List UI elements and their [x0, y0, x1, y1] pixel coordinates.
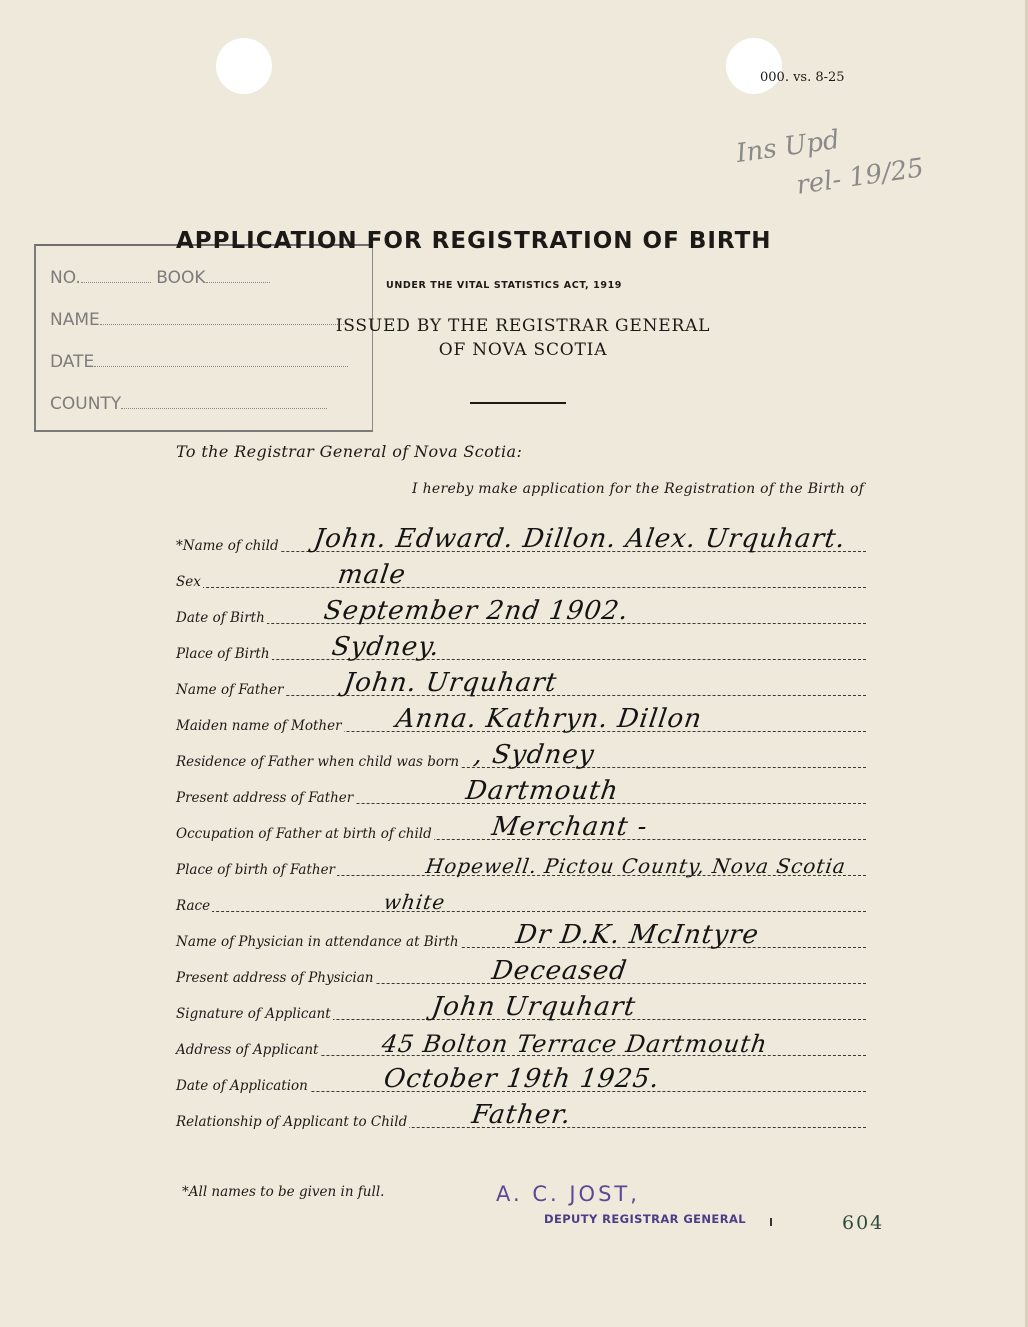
tick-mark	[770, 1218, 772, 1226]
field-value: Deceased	[489, 956, 630, 986]
field-label: Signature of Applicant	[176, 1006, 331, 1022]
field-label: Name of Physician in attendance at Birth	[176, 934, 459, 950]
field-label: Present address of Physician	[176, 970, 374, 986]
field-row	[176, 524, 866, 554]
field-value: 45 Bolton Terrace Dartmouth	[380, 1030, 770, 1058]
field-label: Occupation of Father at birth of child	[176, 826, 432, 842]
field-value: male	[335, 560, 408, 590]
field-label: Relationship of Applicant to Child	[176, 1114, 408, 1130]
issued-line-2: OF NOVA SCOTIA	[438, 340, 608, 360]
field-value: Merchant -	[489, 812, 650, 842]
footnote: *All names to be given in full.	[182, 1184, 385, 1200]
salutation: To the Registrar General of Nova Scotia:	[176, 442, 523, 461]
field-row	[176, 668, 866, 698]
punch-hole-right	[726, 38, 782, 94]
field-value: John. Edward. Dillon. Alex. Urquhart.	[311, 524, 848, 554]
field-label: Residence of Father when child was born	[176, 754, 460, 770]
field-row	[176, 704, 866, 734]
field-value: John Urquhart	[429, 992, 638, 1022]
form-subtitle: UNDER THE VITAL STATISTICS ACT, 1919	[386, 280, 623, 291]
field-label: Name of Father	[176, 682, 284, 698]
field-row	[176, 854, 866, 878]
field-row	[176, 1100, 866, 1130]
field-value: Sydney.	[329, 632, 442, 662]
field-row	[176, 1064, 866, 1094]
punch-hole-left	[216, 38, 272, 94]
title-rule	[470, 402, 566, 404]
application-statement: I hereby make application for the Registration of the Birth of	[412, 481, 865, 497]
field-label: *Name of child	[176, 538, 279, 554]
field-row	[176, 956, 866, 986]
field-label: Place of birth of Father	[176, 862, 336, 878]
field-value: white	[382, 890, 447, 914]
field-row	[176, 740, 866, 770]
field-row	[176, 992, 866, 1022]
field-label: Race	[176, 898, 211, 914]
field-value: September 2nd 1902.	[321, 596, 631, 626]
field-value: Dartmouth	[463, 776, 621, 806]
page-number: 604	[842, 1212, 885, 1234]
stamp-date-label: DATE	[50, 352, 95, 372]
field-row	[176, 812, 866, 842]
field-label: Maiden name of Mother	[176, 718, 342, 734]
field-value: Hopewell. Pictou County, Nova Scotia	[424, 854, 848, 878]
field-row	[176, 596, 866, 626]
pencil-note-1: Ins Upd	[734, 124, 842, 170]
office-stamp-box	[34, 244, 373, 432]
field-label: Address of Applicant	[176, 1042, 319, 1058]
field-row	[176, 890, 866, 914]
field-label: Place of Birth	[176, 646, 270, 662]
stamp-book-label: BOOK	[156, 268, 206, 288]
form-title: APPLICATION FOR REGISTRATION OF BIRTH	[176, 228, 772, 254]
field-row	[176, 920, 866, 950]
stamp-county-label: COUNTY	[50, 394, 122, 414]
field-label: Date of Application	[176, 1078, 308, 1094]
field-row	[176, 632, 866, 662]
field-label: Present address of Father	[176, 790, 354, 806]
issued-line-1: ISSUED BY THE REGISTRAR GENERAL	[335, 316, 711, 336]
registrar-stamp-title: DEPUTY REGISTRAR GENERAL	[544, 1212, 746, 1226]
registrar-stamp-name: A. C. JOST,	[496, 1182, 640, 1206]
field-value: Father.	[469, 1100, 574, 1130]
field-label: Date of Birth	[176, 610, 265, 626]
field-value: Anna. Kathryn. Dillon	[393, 704, 705, 734]
field-label: Sex	[176, 574, 201, 590]
form-number: 000. vs. 8-25	[760, 70, 845, 85]
field-value: October 19th 1925.	[381, 1064, 662, 1094]
stamp-name-label: NAME	[50, 310, 100, 330]
pencil-note-2: rel- 19/25	[794, 153, 926, 201]
field-row	[176, 560, 866, 590]
field-row	[176, 776, 866, 806]
field-value: John. Urquhart	[341, 668, 560, 698]
stamp-no-label: NO.	[50, 268, 81, 288]
field-value: , Sydney	[471, 740, 597, 770]
field-row	[176, 1030, 866, 1058]
field-value: Dr D.K. McIntyre	[513, 920, 761, 950]
